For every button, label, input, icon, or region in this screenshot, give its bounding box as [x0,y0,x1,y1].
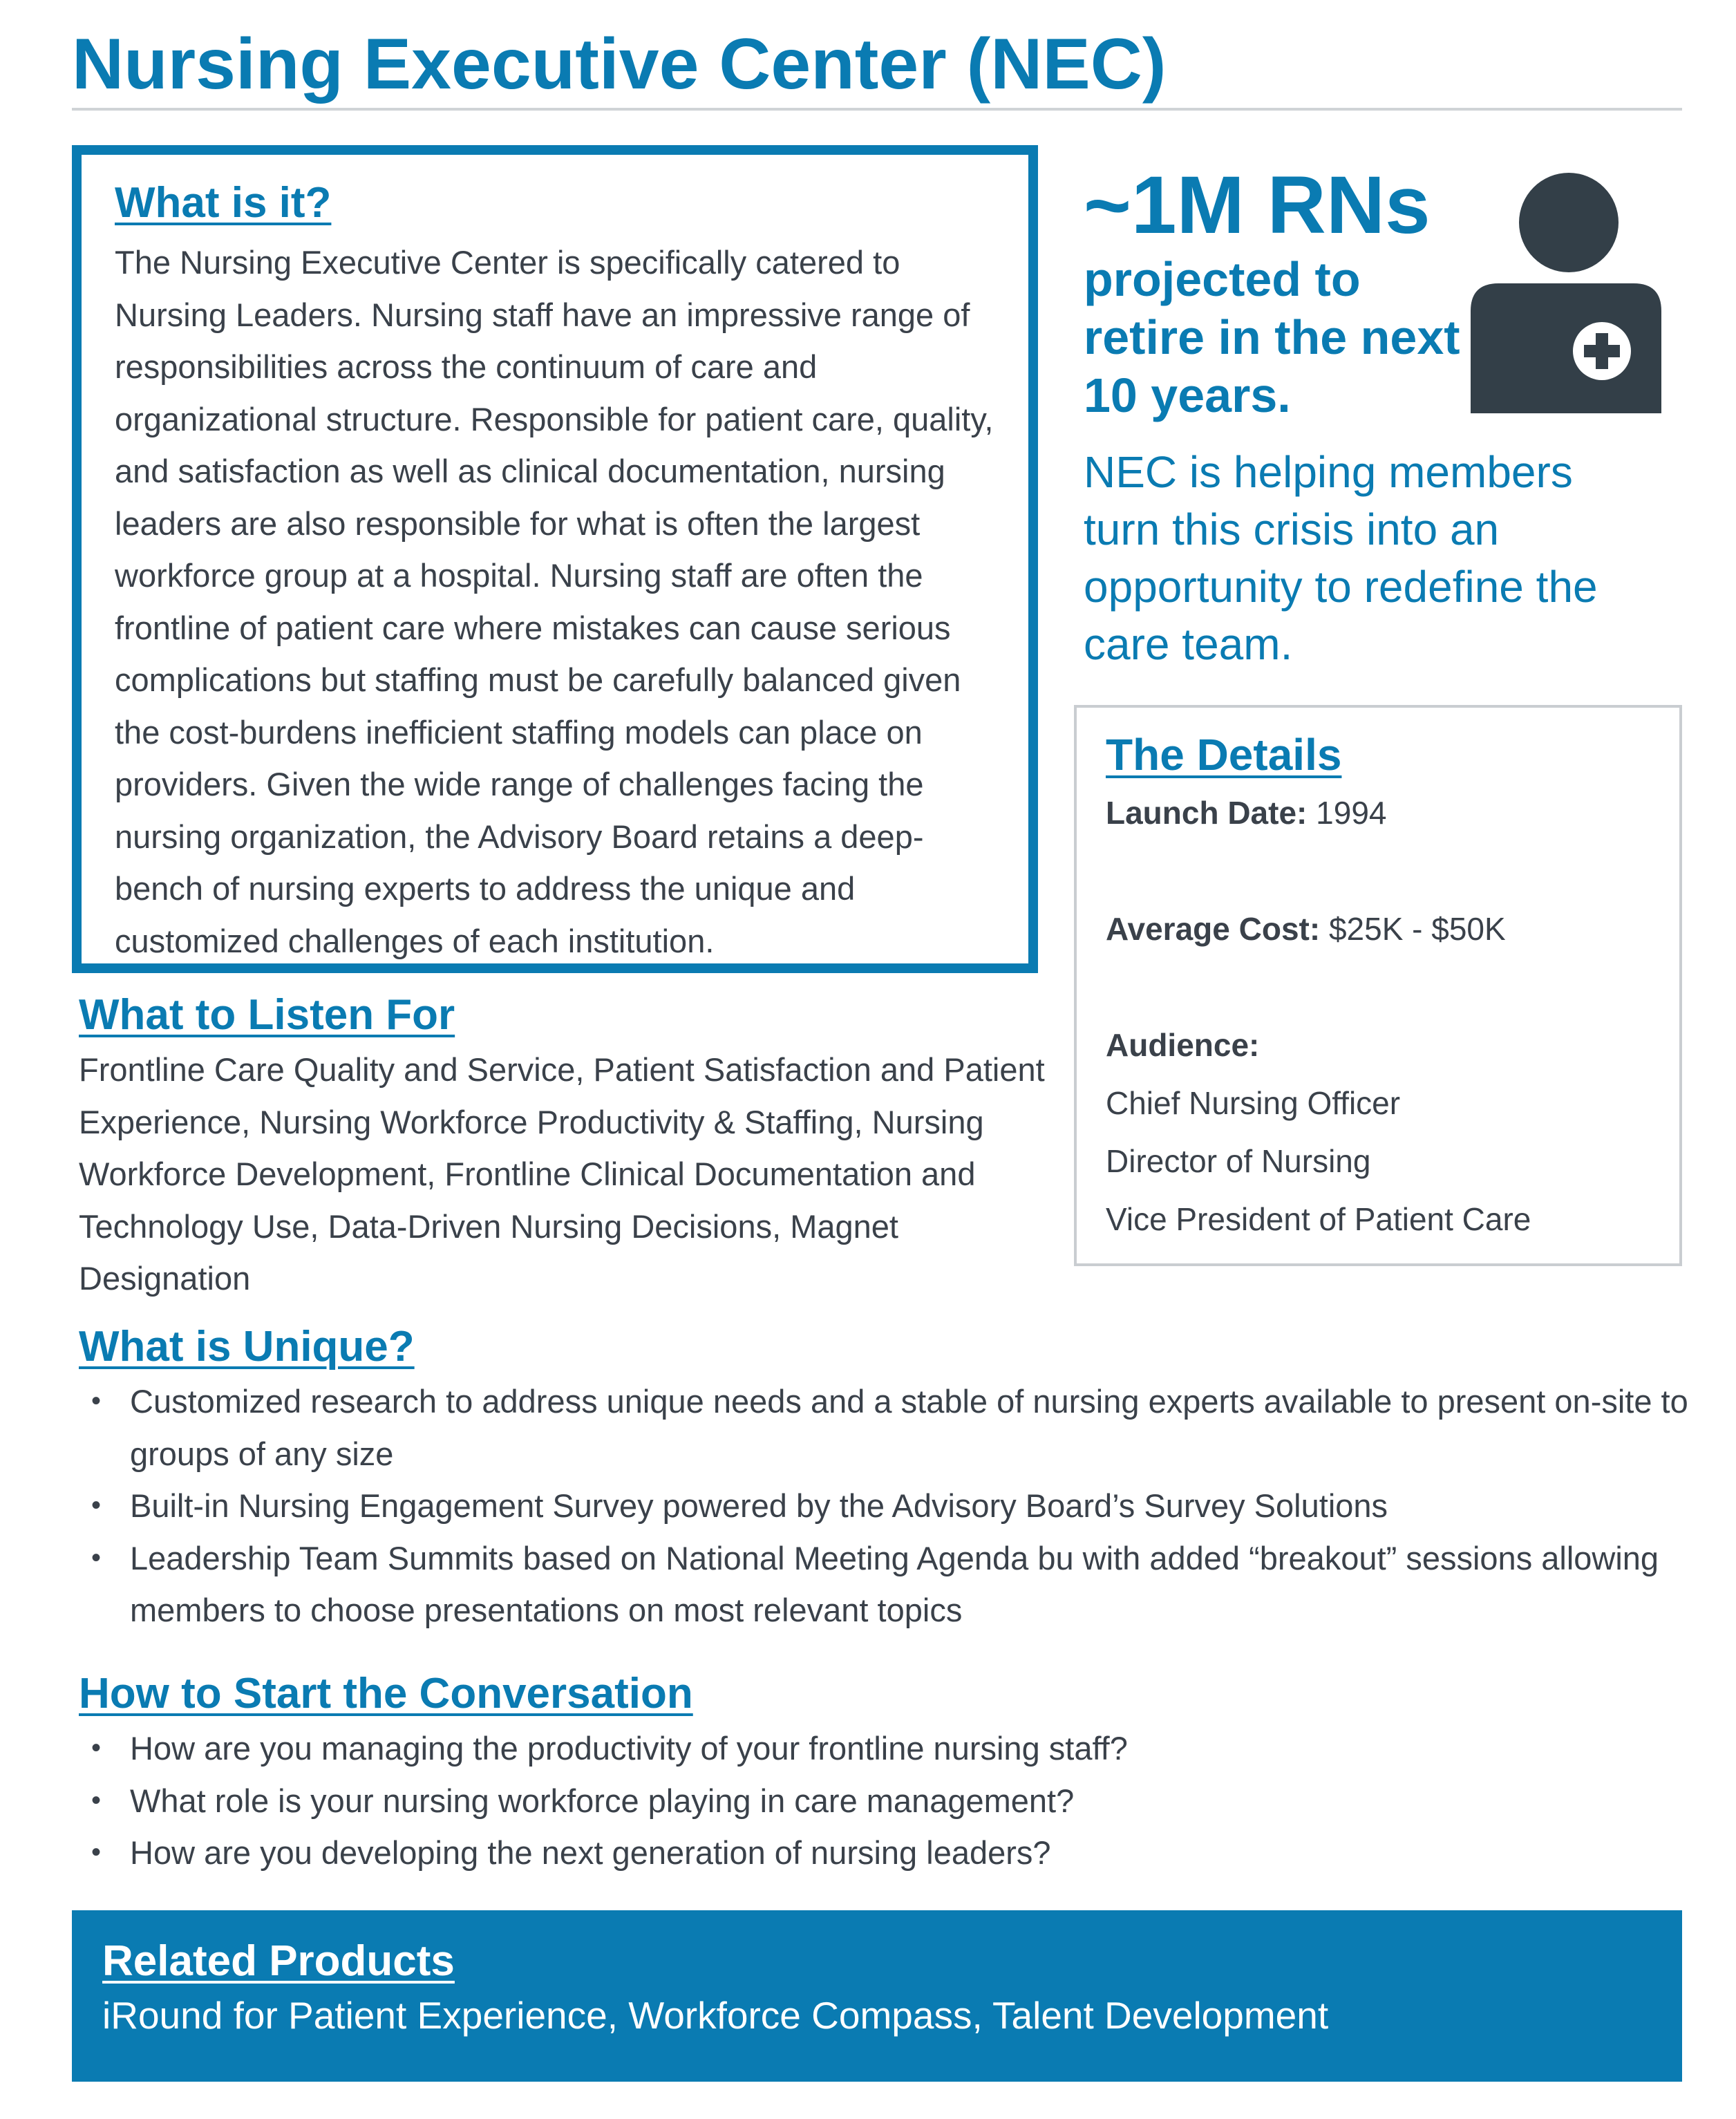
bullet-icon: • [91,1542,102,1573]
unique-heading: What is Unique? [79,1323,415,1371]
launch-date-row [1106,784,1652,842]
list-item: • How are you developing the next generation of nursing leaders? [79,1827,1689,1879]
list-item: • Customized research to address unique needs and a stable of nursing experts available to present on-site to groups of any size [79,1375,1689,1480]
audience-label: Audience: [1106,1027,1260,1063]
what-is-it-box [72,145,1038,973]
what-is-it-heading: What is it? [115,179,332,227]
bullet-icon: • [91,1386,102,1416]
page-title: Nursing Executive Center (NEC) [72,24,1167,104]
details-box [1074,705,1682,1266]
average-cost-value: $25K - $50K [1320,911,1506,947]
list-item: • Leadership Team Summits based on National Meeting Agenda bu with added “breakout” sessions allowing members to choose presentations on most relevant topics [79,1532,1689,1637]
bullet-icon: • [91,1837,102,1867]
unique-section [79,1319,1689,1637]
conversation-heading: How to Start the Conversation [79,1670,693,1717]
audience-item: Chief Nursing Officer [1106,1085,1401,1121]
stat-subtitle: projected to retire in the next 10 years. [1084,252,1460,422]
details-heading: The Details [1106,730,1342,780]
stat-figure: ~1M RNs [1084,160,1431,251]
bullet-icon: • [91,1490,102,1520]
listen-for-body: Frontline Care Quality and Service, Patient Satisfaction and Patient Experience, Nursing Workforce Productivity & Staffing, Nursing Workforce Development, Frontline Clinical Documentation and Technology Use, Data-Driven Nursing Decisions, Magnet Designation [79,1051,1045,1297]
list-item: • How are you managing the productivity of your frontline nursing staff? [79,1722,1689,1775]
average-cost-label: Average Cost: [1106,911,1321,947]
audience-item: Director of Nursing [1106,1143,1371,1179]
related-products-banner [72,1910,1682,2082]
conversation-section [79,1666,1689,1879]
title-divider [72,108,1682,111]
launch-date-label: Launch Date: [1106,795,1308,831]
audience-item: Vice President of Patient Care [1106,1201,1531,1237]
what-is-it-body: The Nursing Executive Center is specifically catered to Nursing Leaders. Nursing staff have an impressive range of responsibilities across the continuum of care and organizational structure. Responsible for patient care, quality, and satisfaction as well as clinical documentation, nursing leaders are also responsible for what is often the largest workforce group at a hospital. Nursing staff are often the frontline of patient care where mistakes can cause serious complications but staffing must be carefully balanced given the cost-burdens inefficient staffing models can place on providers. Given the wide range of challenges facing the nursing organization, the Advisory Board retains a deep-bench of nursing experts to address the unique and customized challenges of each institution. [115,244,994,959]
list-item: • What role is your nursing workforce playing in care management? [79,1775,1689,1827]
list-item: • Built-in Nursing Engagement Survey powered by the Advisory Board’s Survey Solutions [79,1480,1689,1532]
bullet-icon: • [91,1733,102,1763]
launch-date-value: 1994 [1307,795,1387,831]
stat-description: NEC is helping members turn this crisis into an opportunity to redefine the care team. [1084,447,1598,669]
related-products-list: iRound for Patient Experience, Workforce Compass, Talent Development [102,1994,1329,2037]
average-cost-row [1106,900,1652,958]
nurse-icon [1471,173,1661,413]
listen-for-heading: What to Listen For [79,991,455,1039]
listen-for-section [79,987,1060,1305]
bullet-icon: • [91,1784,102,1816]
related-products-heading: Related Products [102,1937,455,1985]
